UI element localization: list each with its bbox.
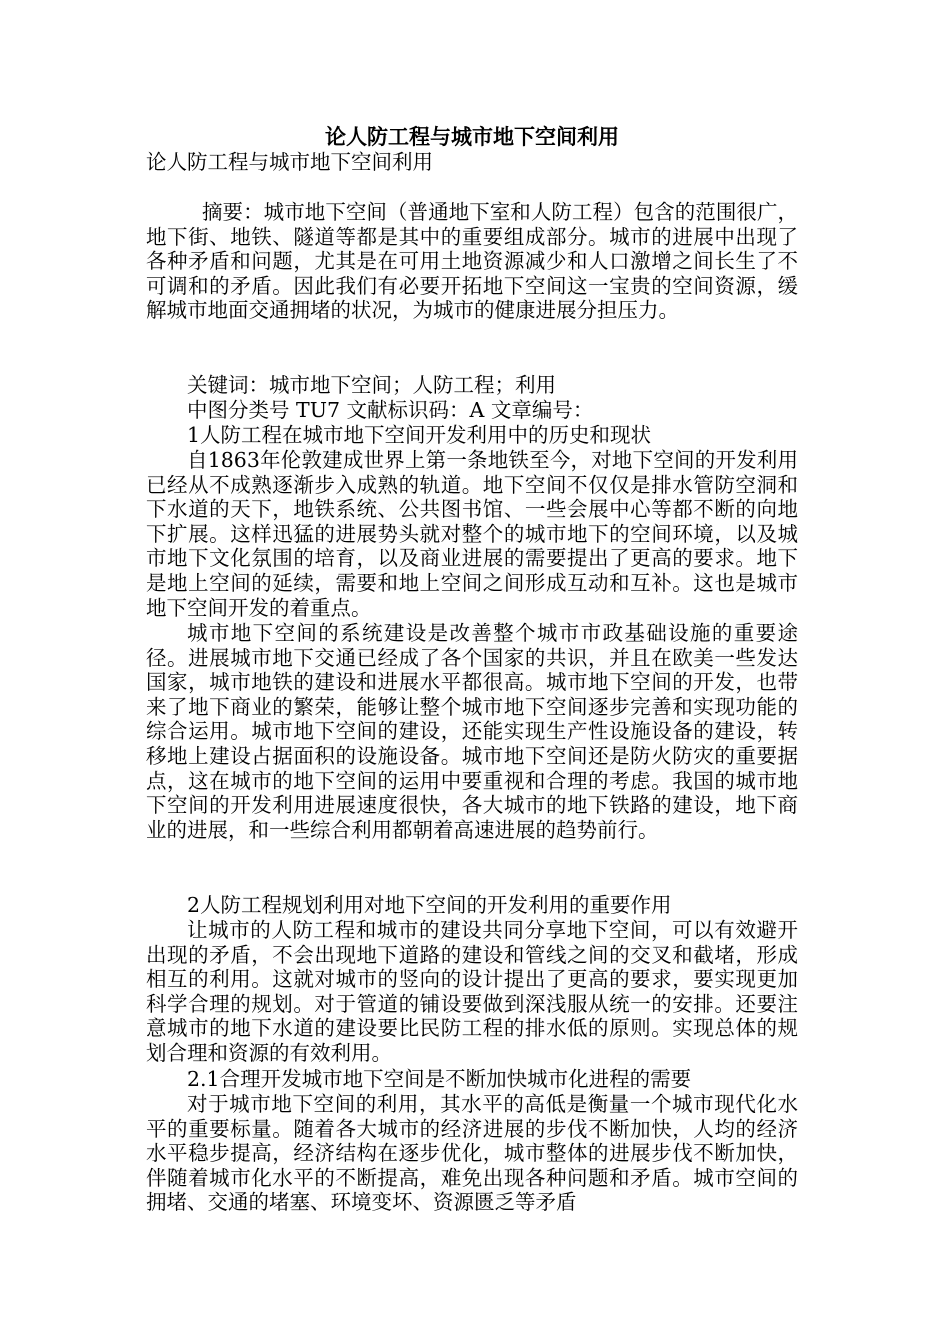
abstract-paragraph: 摘要：城市地下空间（普通地下室和人防工程）包含的范围很广，地下街、地铁、隧道等都是其中的重要组成部分。城市的进展中出现了各种矛盾和问题，尤其是在可用土地资源减少和人口激增之间长生了不可调和的矛盾。因此我们有必要开拓地下空间这一宝贵的空间资源，缓解城市地面交通拥堵的状况，为城市的健康进展分担压力。: [146, 200, 798, 323]
keywords-line: 关键词：城市地下空间；人防工程；利用: [187, 373, 556, 397]
classification-line: 中图分类号 TU7 文献标识码：A 文章编号：: [187, 398, 594, 422]
section-2-1-heading: 2.1合理开发城市地下空间是不断加快城市化进程的需要: [187, 1067, 692, 1091]
section-2-paragraph-1: 让城市的人防工程和城市的建设共同分享地下空间，可以有效避开出现的矛盾，不会出现地下道路的建设和管线之间的交叉和截堵，形成相互的利用。这就对城市的竖向的设计提出了更高的要求，要实现更加科学合理的规划。对于管道的铺设要做到深浅服从统一的安排。还要注意城市的地下水道的建设要比民防工程的排水低的原则。实现总体的规划合理和资源的有效利用。: [146, 918, 798, 1065]
document-title: 论人防工程与城市地下空间利用: [325, 125, 619, 149]
section-1-paragraph-2: 城市地下空间的系统建设是改善整个城市市政基础设施的重要途径。进展城市地下交通已经成了各个国家的共识，并且在欧美一些发达国家，城市地铁的建设和进展水平都很高。城市地下空间的开发，也带来了地下商业的繁荣，能够让整个城市地下空间逐步完善和实现功能的综合运用。城市地下空间的建设，还能实现生产性设施设备的建设，转移地上建设占据面积的设施设备。城市地下空间还是防火防灾的重要据点，这在城市的地下空间的运用中要重视和合理的考虑。我国的城市地下空间的开发利用进展速度很快，各大城市的地下铁路的建设，地下商业的进展，和一些综合利用都朝着高速进展的趋势前行。: [146, 621, 798, 842]
document-subtitle: 论人防工程与城市地下空间利用: [146, 150, 433, 174]
section-1-paragraph-1: 自1863年伦敦建成世界上第一条地铁至今，对地下空间的开发利用已经从不成熟逐渐步入成熟的轨道。地下空间不仅仅是排水管防空洞和下水道的天下，地铁系统、公共图书馆、一些会展中心等都不断的向地下扩展。这样迅猛的进展势头就对整个的城市地下的空间环境，以及城市地下文化氛围的培育，以及商业进展的需要提出了更高的要求。地下是地上空间的延续，需要和地上空间之间形成互动和互补。这也是城市地下空间开发的着重点。: [146, 448, 798, 620]
section-1-heading: 1人防工程在城市地下空间开发利用中的历史和现状: [187, 423, 652, 447]
section-2-1-paragraph-1: 对于城市地下空间的利用，其水平的高低是衡量一个城市现代化水平的重要标量。随着各大城市的经济进展的步伐不断加快，人均的经济水平稳步提高，经济结构在逐步优化，城市整体的进展步伐不断加快，伴随着城市化水平的不断提高，难免出现各种问题和矛盾。城市空间的拥堵、交通的堵塞、环境变坏、资源匮乏等矛盾: [146, 1092, 798, 1215]
section-2-heading: 2人防工程规划利用对地下空间的开发利用的重要作用: [187, 893, 672, 917]
